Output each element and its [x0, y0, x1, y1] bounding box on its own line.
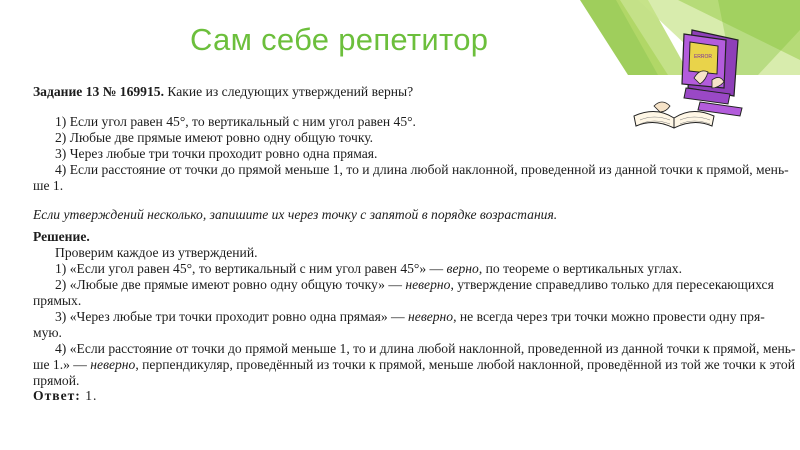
verdict-3: неверно: [408, 308, 454, 324]
solution-item-2-continued: прямых.: [33, 292, 82, 308]
task-question: Какие из следующих утверждений верны?: [163, 84, 414, 99]
statement-3: 3) Через любые три точки проходит ровно одна прямая.: [55, 145, 378, 161]
solution-item-2: 2) «Любые две прямые имеют ровно одну общую точку» — неверно, утверждение справедливо только для пересекающихся: [55, 277, 774, 293]
task-instruction: Если утверждений несколько, запишите их через точку с запятой в порядке возрастания.: [33, 207, 558, 223]
answer-line: [33, 388, 800, 404]
verdict-1: верно: [446, 261, 479, 277]
slide-title: Сам себе репетитор: [190, 22, 489, 57]
statement-2: 2) Любые две прямые имеют ровно одну общую точку.: [55, 129, 374, 145]
solution-item-3: 3) «Через любые три точки проходит ровно одна прямая» — неверно, не всегда через три точки можно провести одну пря-: [55, 308, 765, 324]
screen-error-text: ERROR: [693, 54, 713, 60]
solution-intro: Проверим каждое из утверждений.: [55, 245, 258, 261]
answer-label: Ответ:: [33, 388, 86, 404]
solution-heading: Решение.: [33, 229, 90, 245]
solution-item-1: 1) «Если угол равен 45°, то вертикальный с ним угол равен 45°» — верно, по теореме о вертикальных углах.: [55, 261, 682, 277]
statement-4: 4) Если расстояние от точки до прямой меньше 1, то и длина любой наклонной, проведенной из данной точки к прямой, мень-: [55, 161, 789, 177]
task-label: Задание 13 № 169915.: [33, 84, 164, 99]
solution-item-4-end: прямой.: [33, 372, 80, 388]
statement-4-continued: ше 1.: [33, 177, 64, 193]
solution-item-3-continued: мую.: [33, 324, 62, 340]
statement-1: 1) Если угол равен 45°, то вертикальный с ним угол равен 45°.: [55, 113, 416, 129]
verdict-4: неверно: [90, 356, 136, 372]
verdict-2: неверно: [405, 277, 451, 293]
task-header: [33, 84, 800, 100]
answer-value: 1.: [85, 388, 98, 404]
solution-item-4: 4) «Если расстояние от точки до прямой меньше 1, то и длина любой наклонной, проведенной из данной точки к прямой, мень-: [55, 340, 796, 356]
solution-item-4-continued: ше 1.» — неверно, перпендикуляр, проведённый из точки к прямой, меньше любой наклонной, проведённой из той же точки к этой: [33, 356, 795, 372]
task-document: [33, 84, 800, 404]
